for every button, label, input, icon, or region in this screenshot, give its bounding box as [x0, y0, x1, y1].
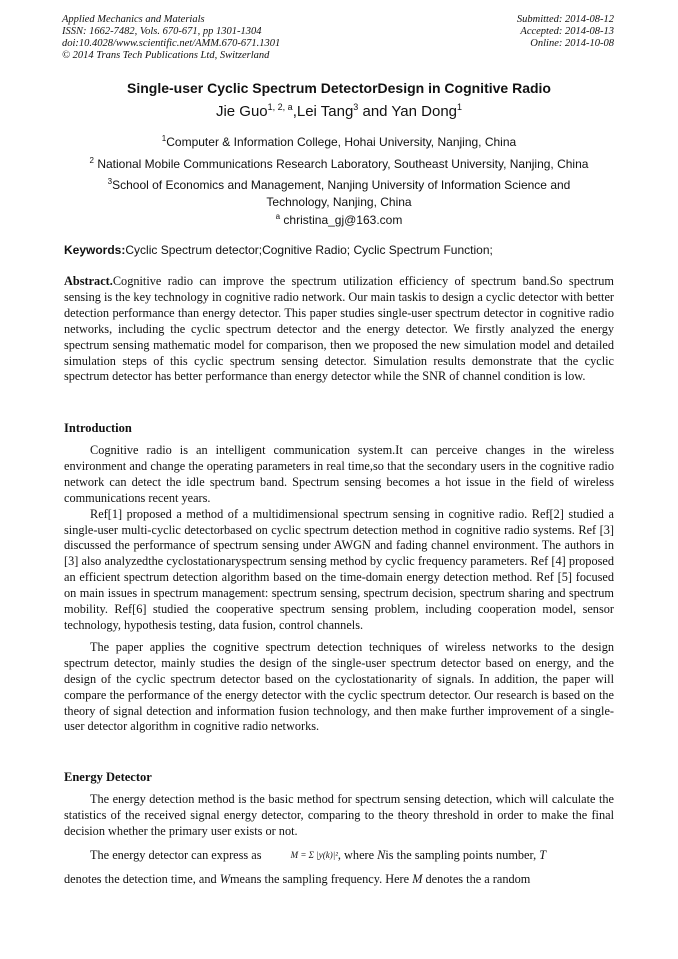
var-m: M — [412, 871, 423, 886]
paper-title: Single-user Cyclic Spectrum DetectorDesign in Cognitive Radio — [127, 80, 551, 96]
author-email — [60, 208, 618, 229]
author-line — [0, 102, 678, 120]
journal-copyright: © 2014 Trans Tech Publications Ltd, Switzerland — [62, 50, 270, 61]
intro-paragraph-3: The paper applies the cognitive spectrum detection techniques of wireless networks to the design spectrum detector, mainly studies the design of the single-user spectrum detector based on energy, and the design of the cyclic spectrum detector based on the cyclostationarity of signals. In addition, the paper will compare the performance of the energy detector with the cyclic spectrum detector. Our research is based on the theory of signal detection and information fusion technology, and then make further improvement of a single-user detector algorithm in cognitive radio networks. — [64, 639, 614, 734]
journal-doi: doi:10.4028/www.scientific.net/AMM.670-671.1301 — [62, 38, 281, 49]
keywords-text: Cyclic Spectrum detector;Cognitive Radio; Cyclic Spectrum Function; — [125, 243, 493, 257]
var-w: W — [219, 871, 230, 886]
author-1: Jie Guo — [215, 103, 268, 120]
energy-paragraph-3: denotes the detection time, and Wmeans the sampling frequency. Here M denotes the a random — [64, 871, 531, 886]
energy-formula: M = Σ |y(k)|² — [290, 849, 338, 860]
intro-paragraph-2: Ref[1] proposed a method of a multidimensional spectrum sensing in cognitive radio. Ref[2] studied a single-user multi-cyclic detectorbased on cyclic spectrum detection method in cognitive radio systems. Ref [3] discussed the performance of spectrum sensing under AWGN and fading channel environment. The authors in [3] also analyzedthe cyclostationaryspectrum sensing method by cyclic frequency parameters. Ref [4] proposed an efficient spectrum detection algorithm based on the time-domain energy detection method. Ref [5] focused on main issues in spectrum management: spectrum sensing, spectrum decision, spectrum sharing and spectrum mobility. Ref[6] studied the cooperative spectrum sensing problem, including cooperation model, sensor technology, hypothesis testing, data fusion, control channels. — [64, 506, 614, 632]
energy-paragraph-1: The energy detection method is the basic method for spectrum sensing detection, which will calculate the statistics of the received signal energy detector, comparing to the theory threshold in order to make the final decision whether the primary user exists or not. — [64, 792, 614, 838]
dates-header — [517, 14, 614, 50]
journal-name: Applied Mechanics and Materials — [62, 14, 205, 25]
affiliation-3 — [90, 173, 588, 211]
affiliation-2-sup: 2 — [89, 156, 94, 165]
accepted-date: Accepted: 2014-08-13 — [520, 26, 614, 37]
var-t: T — [539, 847, 547, 862]
author-3-sup: 1 — [457, 102, 463, 112]
energy-detector-body — [64, 792, 614, 888]
affiliation-3-text: School of Economics and Management, Nanjing University of Information Science and Technology, Nanjing, China — [112, 178, 571, 209]
affiliation-2 — [40, 152, 638, 173]
author-2: ,Lei Tang — [292, 103, 354, 120]
journal-header — [62, 14, 280, 62]
email-sup: a — [275, 212, 281, 221]
submitted-date: Submitted: 2014-08-12 — [516, 14, 614, 25]
abstract-text: Cognitive radio can improve the spectrum utilization efficiency of spectrum band.So spectrum sensing is the key technology in cognitive radio network. Our main taskis to design a cyclic detector with better detection performance than energy detector. This paper studies single-user spectrum detector in cognitive radio networks, including the cyclic spectrum detector and the energy detector. We firstly analyzed the energy spectrum sensing mathematic model for comparison, then we proposed the new simulation model and detailed simulation steps of this cyclic spectrum sensing detector. Simulation results demonstrate that the cyclic spectrum detector has better performance than energy detector while the SNR of channel condition is low. — [64, 274, 614, 384]
affiliation-1-sup: 1 — [161, 134, 167, 143]
energy-paragraph-2: The energy detector can express as M = Σ |y(k)|², where Nis the sampling points number, T — [64, 848, 614, 864]
var-n: N — [377, 847, 386, 862]
abstract — [64, 274, 614, 385]
email-text: christina_gj@163.com — [280, 213, 403, 227]
introduction-body — [64, 443, 614, 735]
author-3: and Yan Dong — [358, 103, 458, 120]
affiliation-1-text: Computer & Information College, Hohai University, Nanjing, China — [166, 135, 517, 149]
online-date: Online: 2014-10-08 — [530, 38, 614, 49]
author-1-sup: 1, 2, a — [267, 102, 293, 112]
keywords — [64, 243, 624, 257]
keywords-label: Keywords: — [64, 243, 126, 257]
introduction-heading: Introduction — [64, 421, 132, 435]
author-2-sup: 3 — [353, 102, 359, 112]
energy-detector-heading: Energy Detector — [64, 770, 152, 784]
affiliation-3-sup: 3 — [107, 177, 113, 186]
intro-paragraph-1: Cognitive radio is an intelligent communication system.It can perceive changes in the wireless environment and change the operating parameters in real time,so that the secondary users in the cognitive radio network can detect the idle spectrum band. Spectrum sensing becomes a hot issue in the field of wireless communications recent years. — [64, 443, 614, 505]
abstract-label: Abstract. — [64, 274, 113, 288]
affiliation-1 — [60, 130, 618, 151]
journal-issn: ISSN: 1662-7482, Vols. 670-671, pp 1301-1304 — [62, 26, 262, 37]
affiliation-2-text: National Mobile Communications Research Laboratory, Southeast University, Nanjing, China — [93, 157, 589, 171]
